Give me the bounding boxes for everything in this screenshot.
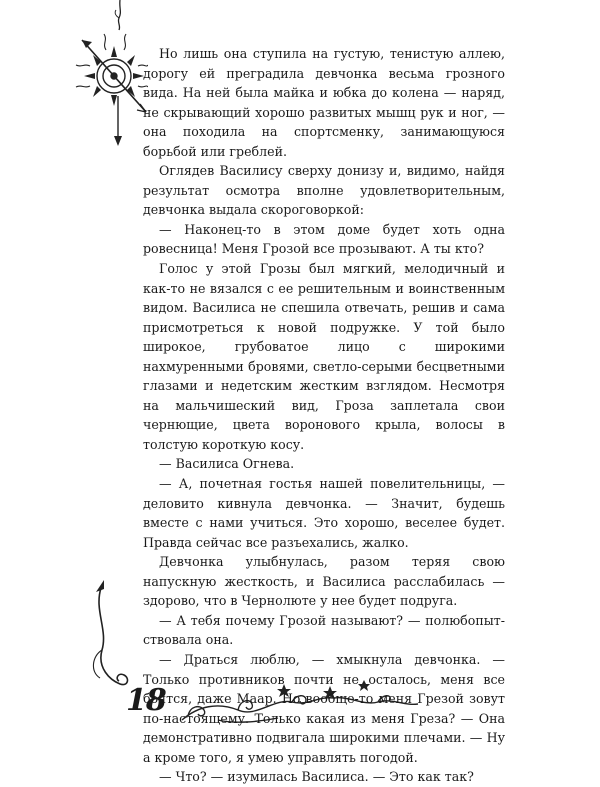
compass-sun-ornament-icon <box>62 0 148 150</box>
paragraph: Девчонка улыбнулась, разом теряя свою напускную жесткость, и Василиса расслабилась — здорово, что в Чернолюте у нее будет подруга. <box>143 554 505 609</box>
paragraph: Но лишь она ступила на густую, тенистую аллею, дорогу ей преградила девчонка весьма грозного вида. На ней была майка и юбка до колена — наряд, не скрывающий хорошо развитых мышц рук и ног, — она походила на спортсменку, занимающуюся борьбой или греблей. <box>143 46 505 159</box>
paragraph: — А тебя почему Грозой называют? — полюбопытствовала она. <box>143 612 505 648</box>
paragraph: — Драться люблю, — хмыкнула девчонка. — Только противников почти не осталось, меня все боятся, даже Маар. Но вообще-то меня Грезой зовут по-настоящему. Только какая из меня Греза? — Она демонстративно подвигала широкими плечами. — Ну а кроме того, я умею управлять погодой. <box>143 651 505 765</box>
paragraph: — Что? — изумилась Василиса. — Это как так? <box>159 769 474 785</box>
page-body-text <box>143 44 505 787</box>
paragraph: Голос у этой Грозы был мягкий, мелодичный и как-то не вязался с ее решительным и воинственным видом. Василиса не спешила отвечать, решив и сама присмотреться к новой подружке. У той было широкое, грубоватое лицо с широкими нахмуренными бровями, светло-серыми бесцветными глазами и недетским жестким взглядом. Несмотря на мальчишеский вид, Гроза заплетала свои чернющие, цвета воронового крыла, волосы в толстую короткую косу. <box>143 261 505 452</box>
paragraph: — А, почетная гостья нашей повелительницы, — деловито кивнула девчонка. — Значит, будешь вместе с нами учиться. Это хорошо, веселее будет. Правда сейчас все разъехались, жалко. <box>143 476 505 550</box>
paragraph: — Василиса Огнева. <box>159 456 295 472</box>
paragraph: — Наконец-то в этом доме будет хоть одна ровесница! Меня Грозой все прозывают. А ты кто? <box>143 221 505 257</box>
page-number: 18 <box>126 683 166 718</box>
paragraph: Оглядев Василису сверху донизу и, видимо, найдя результат осмотра вполне удовлетворительным, девчонка выдала скороговоркой: <box>143 163 505 218</box>
